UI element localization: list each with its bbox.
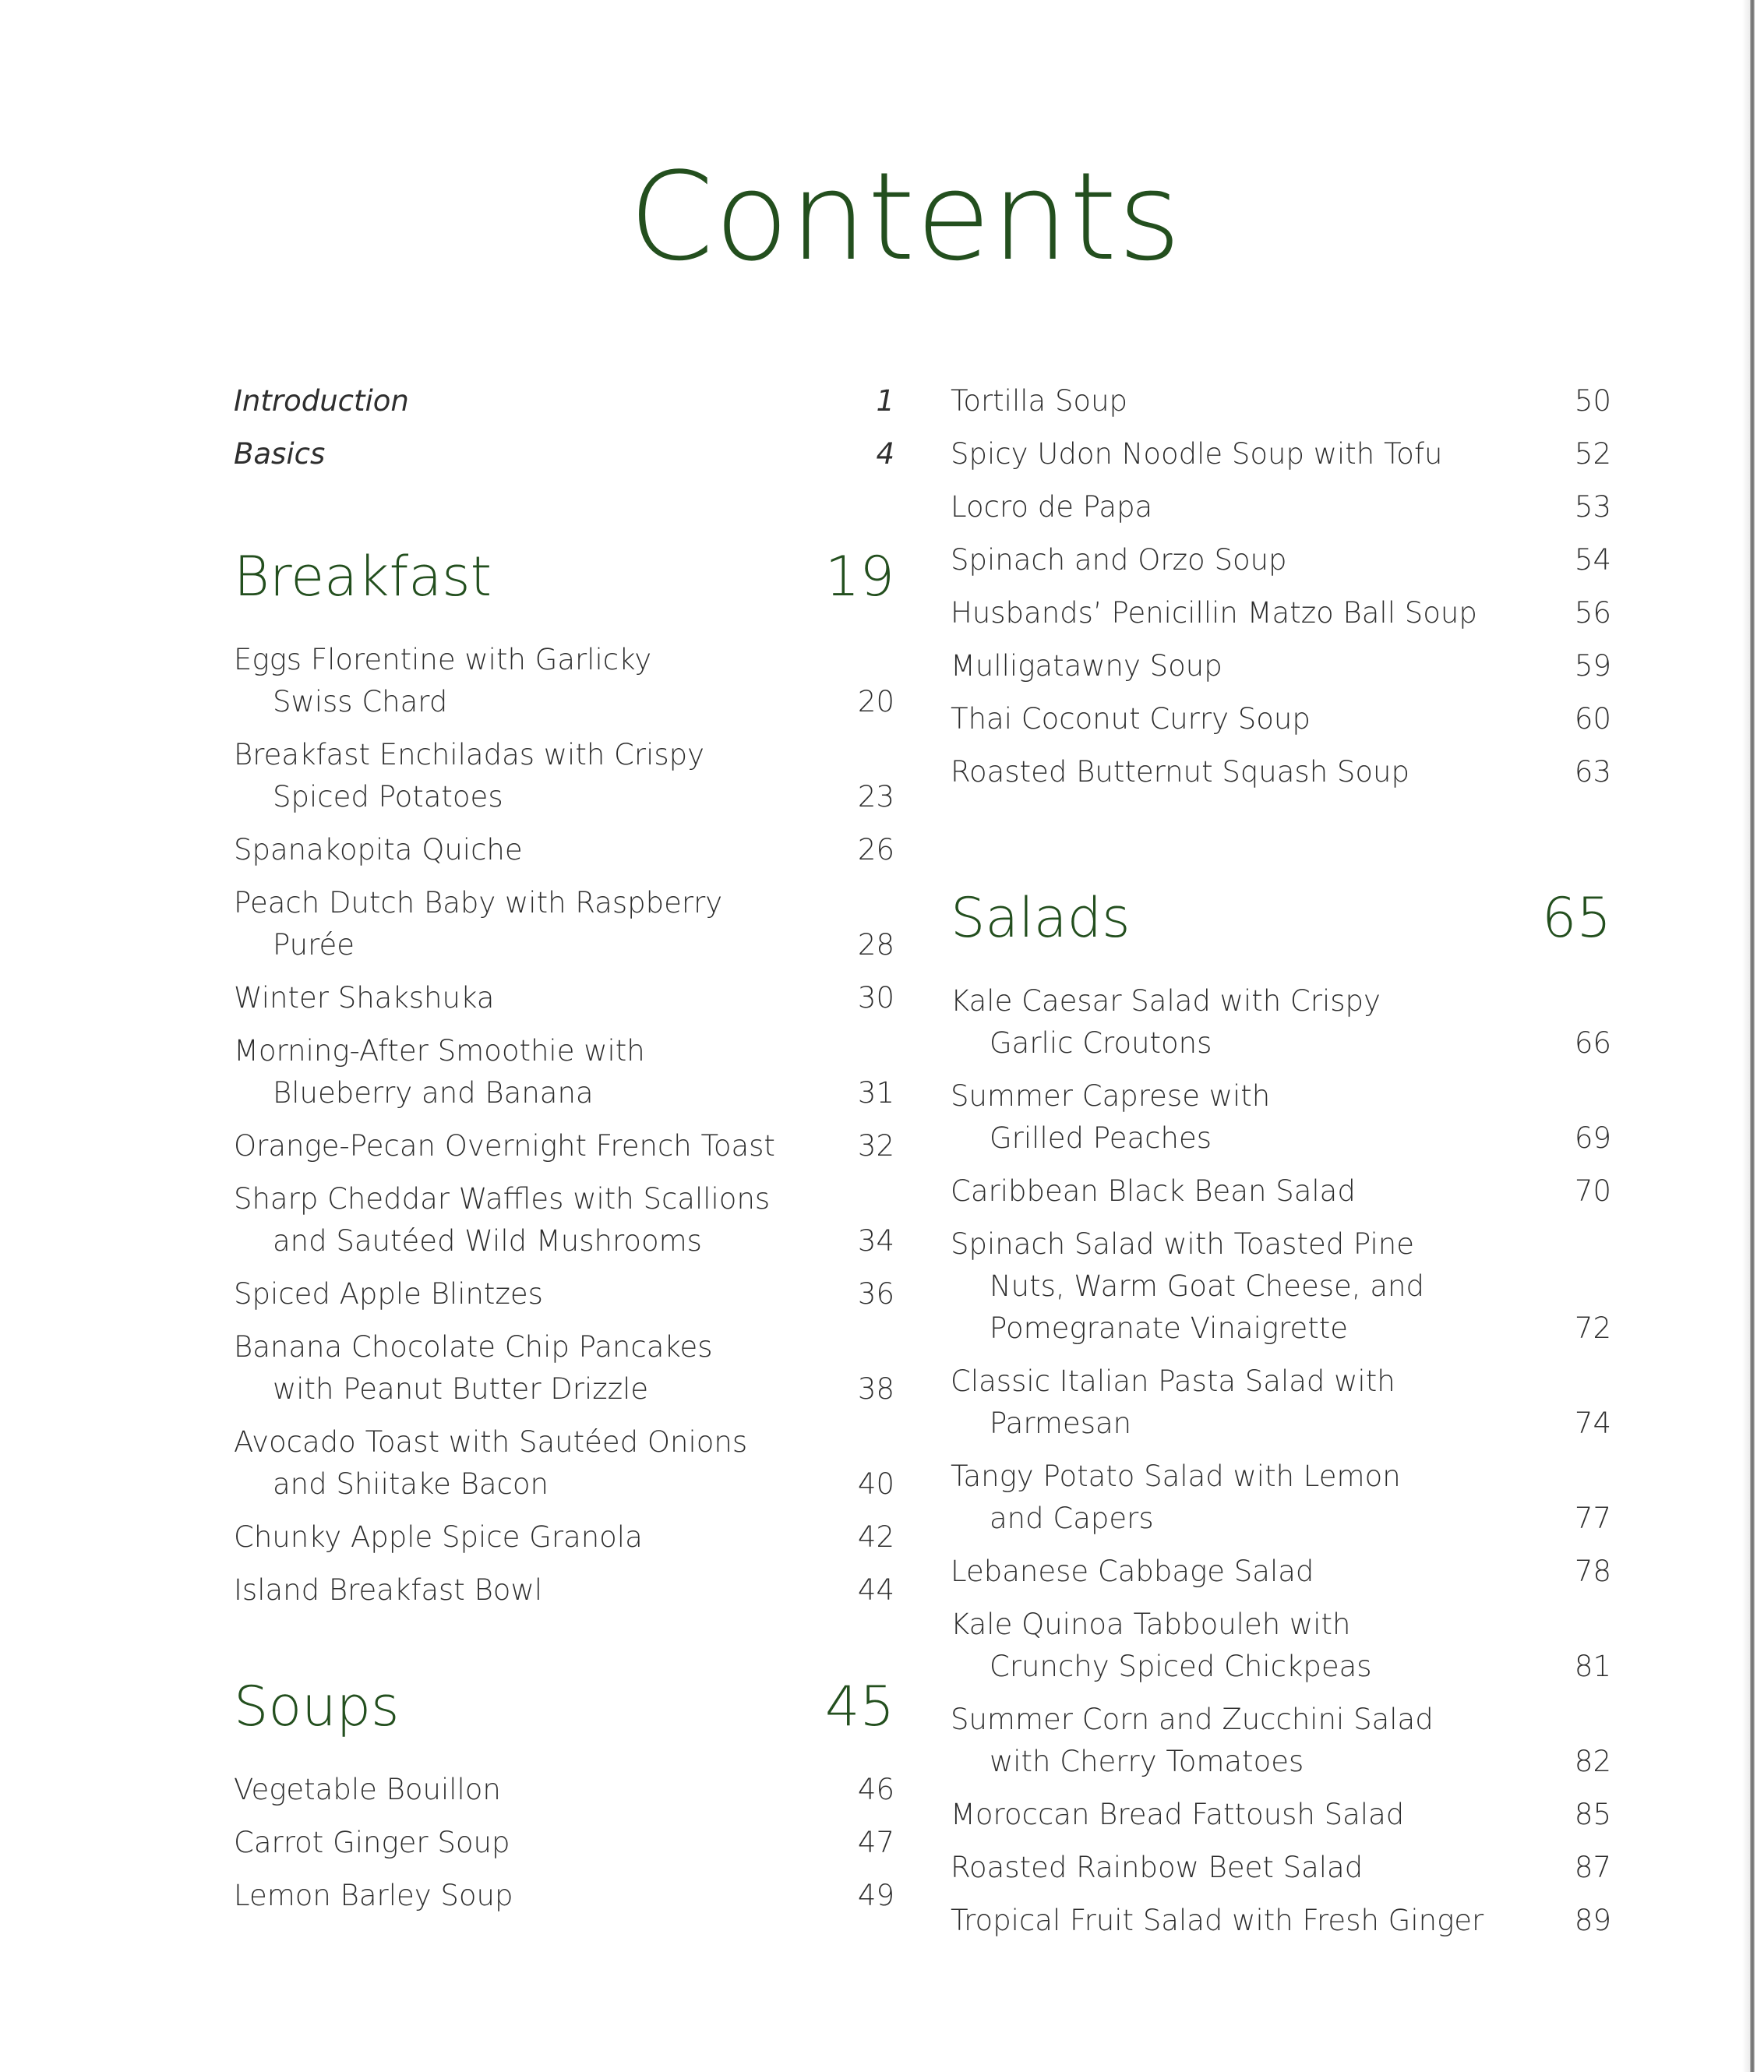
entry-title bbox=[234, 734, 840, 818]
entry-title-line: Moroccan Bread Fattoush Salad bbox=[951, 1798, 1405, 1831]
entry-title-continuation: Crunchy Spiced Chickpeas bbox=[990, 1650, 1372, 1683]
toc-left-column bbox=[234, 380, 894, 1928]
section-page-number: 45 bbox=[824, 1675, 894, 1738]
entry-title bbox=[234, 1326, 840, 1410]
entry-title bbox=[951, 751, 1557, 793]
entry-title-continuation: and Capers bbox=[990, 1502, 1154, 1535]
toc-entry[interactable] bbox=[234, 1030, 894, 1114]
entry-title-line: Tortilla Soup bbox=[951, 384, 1128, 418]
entry-page-number: 52 bbox=[1574, 437, 1611, 471]
section-page-number: 65 bbox=[1541, 886, 1611, 950]
toc-entry[interactable] bbox=[951, 486, 1611, 528]
entry-title-continuation: Parmesan bbox=[990, 1407, 1132, 1440]
entry-title bbox=[234, 977, 840, 1019]
toc-entry[interactable] bbox=[951, 433, 1611, 475]
entry-title bbox=[951, 1223, 1557, 1350]
entry-title-line: Spicy Udon Noodle Soup with Tofu bbox=[951, 437, 1443, 471]
entry-title-continuation: with Cherry Tomatoes bbox=[990, 1745, 1304, 1778]
toc-entry[interactable] bbox=[234, 977, 894, 1019]
entry-page-number: 66 bbox=[1574, 1026, 1611, 1060]
entry-page-number: 46 bbox=[857, 1773, 894, 1806]
entry-title-line: Lemon Barley Soup bbox=[234, 1879, 513, 1912]
entry-title-line: Sharp Cheddar Waffles with Scallions bbox=[234, 1182, 771, 1216]
entry-page-number: 47 bbox=[857, 1826, 894, 1859]
entry-title-continuation: Blueberry and Banana bbox=[273, 1076, 594, 1110]
entry-title-continuation: Grilled Peaches bbox=[990, 1121, 1212, 1155]
section-heading-breakfast[interactable] bbox=[234, 544, 894, 609]
entry-title-line: Roasted Butternut Squash Soup bbox=[951, 755, 1409, 789]
section-title: Salads bbox=[951, 886, 1131, 950]
entry-page-number: 36 bbox=[857, 1277, 894, 1311]
entry-title-line: Winter Shakshuka bbox=[234, 981, 495, 1015]
entry-title: Introduction bbox=[234, 384, 409, 418]
entry-title-continuation: Pomegranate Vinaigrette bbox=[990, 1311, 1349, 1345]
entry-title-line: Peach Dutch Baby with Raspberry bbox=[234, 886, 723, 920]
page-title: Contents bbox=[629, 146, 1182, 288]
toc-entry[interactable] bbox=[951, 1847, 1611, 1889]
entry-title bbox=[234, 829, 840, 871]
soups-entry-list-right bbox=[951, 380, 1611, 793]
toc-entry[interactable] bbox=[234, 1569, 894, 1611]
toc-entry[interactable] bbox=[951, 1361, 1611, 1445]
entry-page-number: 63 bbox=[1574, 755, 1611, 789]
entry-title-line: Orange-Pecan Overnight French Toast bbox=[234, 1129, 775, 1163]
entry-page-number: 40 bbox=[857, 1467, 894, 1501]
entry-title bbox=[951, 1456, 1557, 1540]
toc-entry[interactable] bbox=[951, 592, 1611, 634]
entry-page-number: 20 bbox=[857, 685, 894, 718]
entry-title bbox=[951, 645, 1557, 687]
entry-title-continuation: and Sautéed Wild Mushrooms bbox=[273, 1224, 702, 1258]
toc-entry[interactable] bbox=[951, 751, 1611, 793]
entry-title bbox=[951, 1170, 1557, 1212]
entry-page-number: 77 bbox=[1574, 1502, 1611, 1535]
soups-entry-list-left bbox=[234, 1769, 894, 1917]
page-binding-edge bbox=[1750, 0, 1755, 2072]
toc-entry[interactable] bbox=[951, 645, 1611, 687]
entry-page-number: 53 bbox=[1574, 490, 1611, 524]
toc-right-column bbox=[951, 380, 1611, 1953]
salads-entry-list bbox=[951, 980, 1611, 1942]
entry-title-continuation: and Shiitake Bacon bbox=[273, 1467, 549, 1501]
entry-page-number: 81 bbox=[1574, 1650, 1611, 1683]
entry-title bbox=[234, 1822, 840, 1864]
entry-title-line: Eggs Florentine with Garlicky bbox=[234, 643, 652, 676]
entry-title bbox=[234, 1516, 840, 1558]
entry-title-line: Classic Italian Pasta Salad with bbox=[951, 1364, 1395, 1398]
entry-title bbox=[234, 1569, 840, 1611]
entry-title-line: Summer Caprese with bbox=[951, 1079, 1271, 1113]
entry-page-number: 69 bbox=[1574, 1121, 1611, 1155]
section-heading-salads[interactable] bbox=[951, 885, 1611, 951]
entry-title-continuation: Spiced Potatoes bbox=[273, 780, 503, 814]
toc-entry[interactable] bbox=[234, 1769, 894, 1811]
entry-title-continuation: Garlic Croutons bbox=[990, 1026, 1212, 1060]
entry-title bbox=[234, 1178, 840, 1262]
entry-title-line: Mulligatawny Soup bbox=[951, 649, 1222, 683]
entry-page-number: 50 bbox=[1574, 384, 1611, 418]
entry-page-number: 30 bbox=[857, 981, 894, 1015]
entry-title bbox=[951, 1361, 1557, 1445]
entry-title-line: Summer Corn and Zucchini Salad bbox=[951, 1703, 1434, 1736]
entry-title bbox=[951, 486, 1557, 528]
entry-title-line: Spanakopita Quiche bbox=[234, 833, 523, 867]
toc-entry[interactable] bbox=[951, 1170, 1611, 1212]
toc-entry-introduction[interactable] bbox=[234, 380, 894, 422]
entry-title-line: Husbands’ Penicillin Matzo Ball Soup bbox=[951, 596, 1477, 630]
toc-entry[interactable] bbox=[951, 698, 1611, 740]
toc-entry-basics[interactable] bbox=[234, 433, 894, 475]
toc-entry[interactable] bbox=[234, 1178, 894, 1262]
entry-title: Basics bbox=[234, 437, 326, 471]
entry-page-number: 32 bbox=[857, 1129, 894, 1163]
toc-entry[interactable] bbox=[951, 1075, 1611, 1160]
page-gutter-shadow bbox=[1742, 0, 1750, 2072]
entry-title bbox=[951, 539, 1557, 581]
toc-entry[interactable] bbox=[951, 1456, 1611, 1540]
toc-entry[interactable] bbox=[234, 1516, 894, 1558]
toc-entry[interactable] bbox=[951, 1699, 1611, 1783]
entry-page-number: 26 bbox=[857, 833, 894, 867]
section-title: Soups bbox=[234, 1675, 400, 1738]
toc-entry[interactable] bbox=[951, 539, 1611, 581]
entry-page-number: 42 bbox=[857, 1520, 894, 1554]
toc-entry[interactable] bbox=[234, 1273, 894, 1315]
entry-page-number: 31 bbox=[857, 1076, 894, 1110]
entry-page-number: 89 bbox=[1574, 1904, 1611, 1937]
entry-title bbox=[234, 1125, 840, 1167]
entry-title-line: Banana Chocolate Chip Pancakes bbox=[234, 1330, 713, 1364]
entry-page-number: 78 bbox=[1574, 1555, 1611, 1588]
entry-title bbox=[951, 1604, 1557, 1688]
entry-title-continuation: Swiss Chard bbox=[273, 685, 448, 718]
toc-entry[interactable] bbox=[234, 1875, 894, 1917]
entry-title-line: Avocado Toast with Sautéed Onions bbox=[234, 1425, 748, 1459]
toc-entry[interactable] bbox=[951, 1900, 1611, 1942]
entry-page-number: 60 bbox=[1574, 702, 1611, 736]
entry-title-continuation: Nuts, Warm Goat Cheese, and bbox=[990, 1269, 1424, 1303]
entry-page-number: 28 bbox=[857, 928, 894, 962]
entry-page-number: 34 bbox=[857, 1224, 894, 1258]
entry-title bbox=[951, 1900, 1557, 1942]
toc-entry[interactable] bbox=[234, 639, 894, 723]
toc-entry[interactable] bbox=[951, 1794, 1611, 1836]
entry-title-line: Carrot Ginger Soup bbox=[234, 1826, 510, 1859]
entry-title bbox=[951, 380, 1557, 422]
entry-page-number: 72 bbox=[1574, 1311, 1611, 1345]
entry-title-line: Vegetable Bouillon bbox=[234, 1773, 501, 1806]
entry-title bbox=[951, 433, 1557, 475]
entry-title bbox=[951, 1075, 1557, 1160]
entry-page-number: 59 bbox=[1574, 649, 1611, 683]
entry-title bbox=[951, 1794, 1557, 1836]
entry-page-number: 70 bbox=[1574, 1174, 1611, 1208]
entry-title-line: Morning-After Smoothie with bbox=[234, 1034, 645, 1068]
toc-entry[interactable] bbox=[234, 1326, 894, 1410]
entry-title-continuation: Purée bbox=[273, 928, 355, 962]
entry-title-line: Tropical Fruit Salad with Fresh Ginger bbox=[951, 1904, 1484, 1937]
entry-page-number: 44 bbox=[857, 1573, 894, 1607]
section-page-number: 19 bbox=[824, 545, 894, 609]
toc-entry[interactable] bbox=[234, 1125, 894, 1167]
entry-title-line: Island Breakfast Bowl bbox=[234, 1573, 542, 1607]
entry-page-number: 23 bbox=[857, 780, 894, 814]
section-title: Breakfast bbox=[234, 545, 492, 609]
entry-title bbox=[234, 1769, 840, 1811]
entry-title bbox=[234, 639, 840, 723]
entry-title bbox=[951, 1699, 1557, 1783]
toc-entry[interactable] bbox=[951, 1551, 1611, 1593]
entry-title bbox=[951, 592, 1557, 634]
entry-title bbox=[234, 882, 840, 966]
entry-page-number: 85 bbox=[1574, 1798, 1611, 1831]
entry-page-number: 82 bbox=[1574, 1745, 1611, 1778]
toc-entry[interactable] bbox=[234, 1421, 894, 1505]
entry-title-line: Breakfast Enchiladas with Crispy bbox=[234, 738, 705, 771]
entry-title-line: Kale Caesar Salad with Crispy bbox=[951, 984, 1381, 1018]
entry-title-line: Kale Quinoa Tabbouleh with bbox=[951, 1608, 1351, 1641]
entry-title bbox=[951, 980, 1557, 1064]
entry-page-number: 56 bbox=[1574, 596, 1611, 630]
entry-title bbox=[234, 1273, 840, 1315]
entry-title bbox=[951, 698, 1557, 740]
toc-entry[interactable] bbox=[951, 980, 1611, 1064]
entry-page-number: 87 bbox=[1574, 1851, 1611, 1884]
entry-title-line: Chunky Apple Spice Granola bbox=[234, 1520, 643, 1554]
toc-entry[interactable] bbox=[951, 1604, 1611, 1688]
entry-title-line: Spinach and Orzo Soup bbox=[951, 543, 1287, 577]
toc-entry[interactable] bbox=[234, 829, 894, 871]
entry-page-number: 38 bbox=[857, 1372, 894, 1406]
toc-entry[interactable] bbox=[234, 882, 894, 966]
toc-entry[interactable] bbox=[234, 734, 894, 818]
entry-title-line: Lebanese Cabbage Salad bbox=[951, 1555, 1314, 1588]
entry-page-number: 54 bbox=[1574, 543, 1611, 577]
toc-entry[interactable] bbox=[234, 1822, 894, 1864]
entry-title-line: Spinach Salad with Toasted Pine bbox=[951, 1227, 1414, 1261]
entry-page-number: 1 bbox=[876, 384, 894, 418]
entry-page-number: 49 bbox=[857, 1879, 894, 1912]
entry-title-line: Tangy Potato Salad with Lemon bbox=[951, 1460, 1401, 1493]
entry-title bbox=[234, 1030, 840, 1114]
entry-page-number: 74 bbox=[1574, 1407, 1611, 1440]
entry-title-continuation: with Peanut Butter Drizzle bbox=[273, 1372, 649, 1406]
entry-title bbox=[951, 1847, 1557, 1889]
entry-page-number: 4 bbox=[876, 437, 894, 471]
entry-title bbox=[951, 1551, 1557, 1593]
toc-entry[interactable] bbox=[951, 380, 1611, 422]
entry-title-line: Roasted Rainbow Beet Salad bbox=[951, 1851, 1364, 1884]
entry-title-line: Locro de Papa bbox=[951, 490, 1153, 524]
toc-entry[interactable] bbox=[951, 1223, 1611, 1350]
entry-title bbox=[234, 1875, 840, 1917]
breakfast-entry-list bbox=[234, 639, 894, 1611]
entry-title-line: Caribbean Black Bean Salad bbox=[951, 1174, 1356, 1208]
entry-title bbox=[234, 1421, 840, 1505]
entry-title-line: Thai Coconut Curry Soup bbox=[951, 702, 1311, 736]
section-heading-soups[interactable] bbox=[234, 1674, 894, 1739]
entry-title-line: Spiced Apple Blintzes bbox=[234, 1277, 543, 1311]
